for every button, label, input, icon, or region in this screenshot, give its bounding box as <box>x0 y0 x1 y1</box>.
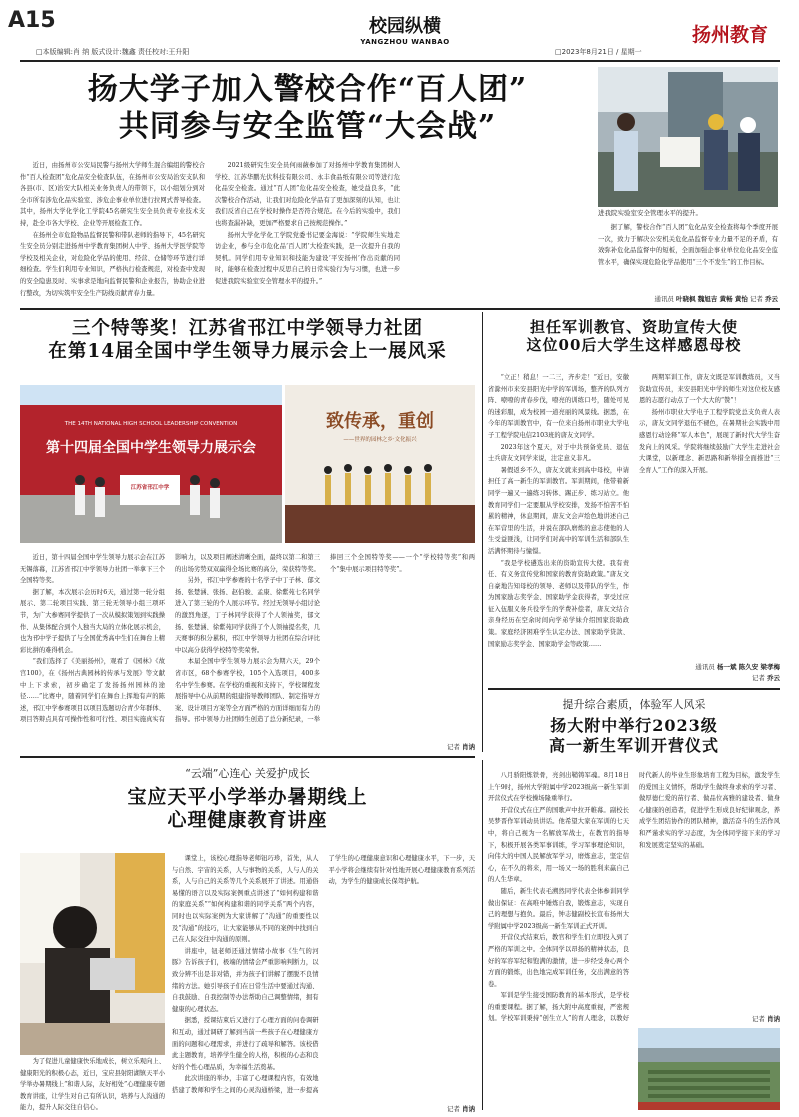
article2-title-line2: 在第14届全国中学生领导力展示会上一展风采 <box>48 340 447 362</box>
article5-headline <box>488 716 780 764</box>
article4-paragraph: 据悉，授课结束后又进行了心理方面的问卷调研和互动，通过调研了解到当前一些孩子在心理健康方面的问题和心理需求，并进行了疏导和解答。该校借此主题教育，培养学生健全的人格，积极的心态和良好的个性心理品质，为幸福生活奠基。 <box>172 1017 319 1071</box>
byline-role: 记者 <box>446 743 460 751</box>
school-flag: 江苏省邗江中学 <box>130 485 170 491</box>
article4-title-line1: 宝应天平小学举办暑期线上 <box>127 786 368 808</box>
article5-paragraph: 开营仪式在庄严的国歌声中拉开帷幕。副校长吴梦晋作军训动员讲话。他希望大家在军训的七天中，将自己视为一名解放军战士，在教官的指导下，积极开展各类军事训练，学习军事理论知识，向伟大的中国人民解放军学习，磨炼意志，坚定信心，在不久的将来，用一场又一场的胜利来赢自己的人生华章。 <box>488 806 629 884</box>
article1-byline <box>598 294 778 305</box>
article5-paragraph: 八月骄阳炼铁骨，亮剑出鞘铸军魂。8月18日上午9时，扬州大学附属中学2023级高一新生军训开营仪式在学校操场隆重举行。 <box>488 772 629 803</box>
article3-paragraph: 两期军训工作，唐友文既是军训教练员，又当资助宣传员，来安县阳光中学的师生对这位校友感恩的志愿行动点了一个大大的“赞”！ <box>639 374 780 405</box>
article3-paragraph: “立正！稍息！一二三，齐步走！”近日，安徽省滁州市来安县阳光中学的军训场，整齐的队列方阵、嘹嘹的青春步伐，嘹亮的训练口号，随处可见的迷彩服，成为校园一道亮丽的风景线。据悉，在今年的军训教官中，有一位来自扬州市职业大学电子工程学院电信2103班的唐友文同学。 <box>488 374 629 439</box>
page-number: A15 <box>8 8 56 33</box>
article2-byline <box>330 742 475 753</box>
byline-reporter: 肖讷 <box>462 1105 475 1113</box>
column-divider <box>482 760 483 1110</box>
article4-photo <box>20 853 165 1055</box>
article2-paragraph: “我们选择了《美丽扬州》，观看了《园林》《故宫100》，在《扬州古典园林的传承与发展》等文献中上下求索，初步确定了发扬扬州园林的途径……”比赛中，随着同学们在舞台上挥地有声的陈述，邗江中学参赛项目以项目选题切合青少年群体、项目答辩点具有可操作性和可行性、项目实施真实有影响力，以及项目阐述清晰全面，最终以第二和第三的出场劣势双双赢得全场比赛的高分，荣获特等奖。 <box>20 554 320 724</box>
article2-photo-stage <box>20 385 282 543</box>
byline-role: 记者 <box>751 674 765 682</box>
article5-title-line2: 高一新生军训开营仪式 <box>548 735 719 755</box>
article3-title-line1: 担任军训教官、资助宣传大使 <box>529 318 738 336</box>
byline-reporter: 乔云 <box>765 295 778 303</box>
column-subtitle: YANGZHOU WANBAO <box>360 38 450 46</box>
article3-paragraph: 2023年这个夏天，对于中共预备党员、退伍士兵唐友文同学来说，注定意义非凡。 <box>488 443 629 463</box>
article3-paragraph: 暑假返乡不久，唐友文就来到高中母校，申请担任了高一新生的军训教官。军训期间，他带着新同学一遍又一遍练习转体、踢正步、练习站立。他教育同学们一定要服从学校安排，发扬不怕苦不怕累的精神，休息期间，唐友文会声绘色地讲述自己在军营里的生活，并说在部队磨炼的意志使他的人生受益匪浅，让同学们对高中的军训生活和部队生活满怀期待与憧憬。 <box>488 466 629 555</box>
article4-body <box>172 853 475 1103</box>
article3-paragraph: “我是学校遴选出来的资助宣传大使。我有责任、有义务宣传党和国家的教育资助政策。”唐友文自豪地告知母校的领导、老师以及带队的学生，作为国家励志奖学金、国家助学金获得者，享受过应征入伍服义务兵役学生的学费补偿者，唐友文结合亲身经历在空余时间向学弟学妹介绍国家资助政策。家庭经济困难学生认定办法、国家助学贷款、国家励志奖学金、国家助学金等政策…… <box>488 559 629 648</box>
performance-subtitle: ——世界的园林之乡·文化振兴 <box>343 437 417 443</box>
article2-body <box>20 552 475 744</box>
article5-byline <box>690 1014 780 1025</box>
article4-paragraph: 为了促进儿童健康快乐地成长，树立乐观向上、健康阳光的积极心态，近日，宝应县射阳湖镇天平小学举办暑期线上“和谐人际，友好相处”心理健康专题教育讲座，让学生对自己有所认识，培养与人沟通的能力，提升人际交往自信心。 <box>20 1058 165 1112</box>
article2-paragraph: 另外，邗江中学参赛的十名学子中丁子林、郁文扬、张楚涵、张扬、赵伯骏、孟康、徐紫苑七名同学进入了第三轮的个人展示环节。经过无领导小组讨论的激烈角逐，丁子林同学获得了个人领袖奖，郁文扬、张楚涵、徐紫苑同学获得了个人领袖提名奖，几天赛事的积分累积，邗江中学领导力社团在综合评比中以高分获得学校特等奖荣誉。 <box>175 577 320 654</box>
convention-banner-en: THE 14TH NATIONAL HIGH SCHOOL LEADERSHIP CONVENTION <box>64 421 238 427</box>
byline-role: 记者 <box>446 1105 460 1113</box>
column-divider <box>482 312 483 752</box>
article5-paragraph: 开营仪式结束后，教官和学生们立即投入到了严格的军训之中。全体同学以昂扬的精神状态，良好的军容军纪和饱满的激情，进一步经受身心两个方面的锻炼，出色地完成军训任务，交出满意的答卷。 <box>488 934 629 988</box>
article4-paragraph: 此次讲座的举办，丰富了心理课程内容，有效地搭建了教师和学生之间的心灵沟通桥梁，进一步提高了学生的心理健康意识和心理健康水平，下一步，天平小学将会继续有针对性地开展心理健康教育系列活动，为学生的健康成长保驾护航。 <box>172 855 475 1094</box>
article5-paragraph: 随后，新生代表毛溯然同学代表全体参训同学做出保证：在高唯中锤炼自我，锻炼意志，实现自己的理想与抱负。最后，钟志健副校长宣布扬州大学附属中学2023级高一新生军训正式开训。 <box>488 887 629 930</box>
article4-byline <box>380 1104 475 1115</box>
performance-title: 致传承，重创 <box>326 411 434 432</box>
article4-body-lead <box>20 1056 165 1116</box>
article1-paragraph: 2021级研究生安全员何雨薇参加了对扬州中学教育集团树人学校、江苏华鹏光伏科技有限公司、永丰食品纸有限公司等进行危化品安全检查。通过“百人团”危化品安全检查，她受益良多，“此次警校合作活动，让我们对危险化学品有了更加深刻的认知，也让我们反省自己在学校时操作是否符合规范。在今后的实验中，我们也将查漏补缺，更加严格要求自己按规范操作。” <box>215 162 400 227</box>
article5-title-line1: 扬大附中举行2023级 <box>550 716 718 735</box>
article5-photo <box>638 1028 780 1110</box>
article3-byline <box>640 662 780 684</box>
article1-body <box>20 160 595 304</box>
byline-reporter: 乔云 <box>767 674 780 682</box>
article1-paragraph: 近日，由扬州市公安局民警与扬州大学师生混合编组的警校合作“百人检查团”危化品安全检查队伍，在扬州市公安局治安支队和各县(市、区)治安大队相关业务负责人的带领下，以小组划分到对全市所有涉危化品实验室、涉危企事业单位进行拉网式普导检查。其中，扬州大学化学化工学院45名研究生安全员负责专业技术支持，赴全市各大学校、企业等开展检查工作。 <box>20 162 205 227</box>
brand-logo: 扬州教育 <box>691 24 768 46</box>
byline-prefix: 通讯员 <box>654 295 674 303</box>
section-rule <box>20 308 780 310</box>
article1-body-tail <box>598 222 778 292</box>
issue-date: □2023年8月21日 / 星期一 <box>555 48 642 56</box>
article2-paragraph: 本届全国中学生领导力展示会为期六天，29个省市区，68个参赛学校，105个入选项目，400多名中学生参赛。在学校的重视和支持下，学校课程发展指导中心从前期的组建指导教师团队、制定指导方案、设计项目方案等全方面严格的方面详细而有力的指导。邗中领导力社团师生创造了总分新纪录，一举捧回三个全国特等奖——一个“学校特等奖”和两个“集中展示项目特等奖”。 <box>175 554 475 724</box>
article5-paragraph: 军训是学生接受国防教育的基本形式，是学校的重要课程。据了解，扬大附中高度重视，严密规划。学校军训秉持“创生立人”的育人理念，以教好时代新人的毕业生形象培育工程为目标，激发学生的爱国主义情怀，帮助学生做终身求索的学习者、做厚德仁爱的苗行者、做品位高雅的建设者、做身心健康的创造者，促进学生形成良好纪律观念，养成学生团结协作的团队精神，激活奋斗的生活作风和严谨求实的学习态度，为全体同学接下来的学习和发展奠定坚实的基础。 <box>488 772 780 1023</box>
article1-caption: 进我院实验室安全管理水平的提升。 <box>598 209 702 217</box>
article1-paragraph: 据了解，警校合作“百人团”危化品安全检查将每个季度开展一次，致力于解决公安机关危化品监督专业力量不足的矛盾，有效弥补危化品监督中的短板，全面加强企事业单位危化品安全监管水平，确保实现危险化学品使用“三个不发生”的工作目标。 <box>598 224 778 266</box>
section-rule <box>488 688 780 690</box>
article4-headline <box>20 786 475 838</box>
article1-paragraph: 扬州大学化学化工学院党委书记要金海说：“学院师生实地走访企业，参与全市危化品‘百人团’大检查实践，是一次提升自我的契机。同学们用专业知识和技能为建设‘平安扬州’作出贡献的同时，能够在检查过程中反思自己的日常实验行为与习惯，也进一步促进我院实验室安全管理水平的提升。” <box>215 231 400 285</box>
article1-paragraph: 在扬州全市危险物品监督民警和带队老师的指导下，45名研究生安全员分别走进扬州中学教育集团树人中学、扬州大学医学院等学校及相关企业，对危险化学品的使用、经营、仓储等环节进行详细检查。学生们利用专业知识，严格执行检查规范，对检查中发现的安全隐患及时、实事求是地向监督民警和企业报告，协助企业进行整改，为切实筑牢安全生产防线贡献青春力量。 <box>20 231 205 297</box>
byline-reporter: 肖讷 <box>767 1015 780 1023</box>
article2-headline <box>20 318 475 370</box>
section-rule <box>20 756 475 758</box>
byline-names: 杨一斌 陈久安 梁孝梅 <box>716 663 780 671</box>
article2-title-line1: 三个特等奖！江苏省邗江中学领导力社团 <box>71 318 423 339</box>
article1-headline <box>20 72 595 152</box>
convention-banner: 第十四届全国中学生领导力展示会 <box>46 440 256 456</box>
byline-names: 叶晓枫 魏旭吉 黄畅 黄怡 <box>676 295 748 303</box>
edition-meta: □本版编辑:肖 纳 版式设计:魏鑫 责任校对:王升阳 <box>36 48 190 56</box>
header-rule <box>20 60 780 62</box>
article2-photo-performance <box>285 385 475 543</box>
byline-role: 记者 <box>749 295 763 303</box>
article5-kicker: 提升综合素质，体验军人风采 <box>562 698 706 711</box>
article3-body <box>488 372 780 662</box>
article3-title-line2: 这位00后大学生这样感恩母校 <box>526 336 742 355</box>
article4-kicker: “云端”心连心 关爱护成长 <box>185 767 310 780</box>
byline-reporter: 肖讷 <box>462 743 475 751</box>
article5-body <box>488 770 780 1026</box>
article2-paragraph: 据了解，本次展示会历时6天，通过第一轮分组展示、第二轮项目实践、第三轮无领导小组三项环节，为广大参赛同学提供了一次从模拟策划到实践操作、从集体配合到个人独当大局的立体化展示机会，也为邗中学子提供了与全国优秀高中生们在舞台上精彩比拼的难得机会。 <box>20 588 165 654</box>
article4-title-line2: 心理健康教育讲座 <box>167 809 328 832</box>
article1-photo <box>598 67 778 207</box>
article1-title-line1: 扬大学子加入警校合作“百人团” <box>87 72 528 107</box>
article4-paragraph: 讲座中，钮老师还通过情绪小故事《生气的河豚》告诉孩子们，极端的情绪会严重影响判断力，以致分辨不出是非对错，并为孩子们讲解了摆脱不良情绪的方法。她引导孩子们在日常生活中要通过沟通、自我鼓励、自我控制等办法帮助自己调整情绪，拥有健康的心理状态。 <box>172 947 319 1013</box>
article3-paragraph: 扬州市职业大学电子工程学院党总支负责人表示，唐友文同学退伍不褪色，在暑期社会实践中用感恩行动诠释“军人本色”，展现了新时代大学生奋发向上的风采。学院将继续鼓励广大学生走进社会大课堂，以新理念、新思路和新举措全面推进“三全育人”工作的深入开展。 <box>639 408 780 474</box>
article3-headline <box>488 318 780 366</box>
byline-role: 记者 <box>751 1015 765 1023</box>
byline-prefix: 通讯员 <box>695 663 715 671</box>
article4-paragraph: 课堂上，该校心理指导老师钮巧珍，首先，从人与自然、宇宙的关系，人与事物的关系，人与人的关系，人与自己的关系等几个关系展开了讲述。用通俗易懂的语言以及实际案例重点讲述了“如何构建和谐的家庭关系”“如何构建和谐的同学关系”两个内容，同时也以实际案例为大家讲解了“沟通”的重要性以及“沟通”的技巧，让大家能够从不同的案例中找到自己在人际交往中沟通的原则。 <box>172 855 319 944</box>
column-title: 校园纵横 <box>369 16 441 37</box>
article1-title-line2: 共同参与安全监管“大会战” <box>118 108 497 144</box>
article2-paragraph: 近日，第十四届全国中学生领导力展示会在江苏无锡落幕，江苏省邗江中学领导力社团一举拿下三个全国特等奖。 <box>20 554 165 585</box>
